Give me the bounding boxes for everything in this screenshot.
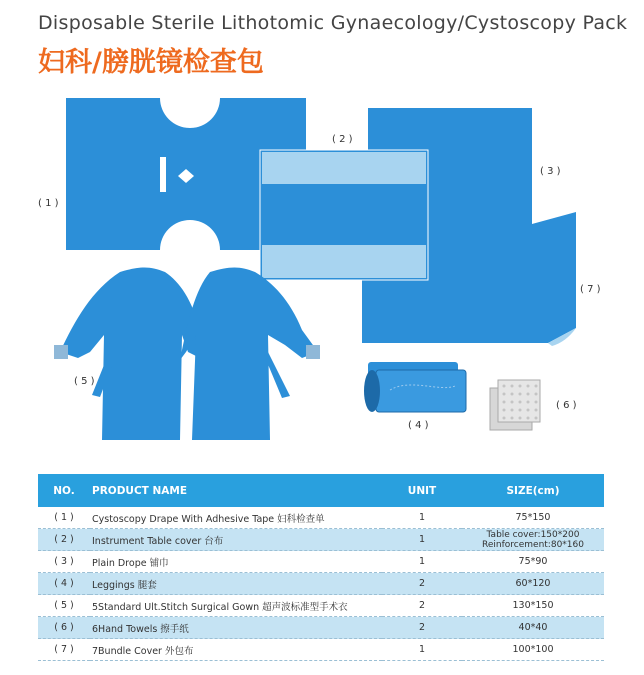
surgical-gowns-image <box>54 268 320 441</box>
row-unit: 2 <box>382 573 462 595</box>
row-unit: 2 <box>382 617 462 639</box>
label-item-5: ( 5 ) <box>74 376 95 387</box>
hand-towels-image <box>490 380 540 430</box>
row-size: 40*40 <box>462 617 604 639</box>
row-size: 130*150 <box>462 595 604 617</box>
row-unit: 1 <box>382 551 462 573</box>
title-english: Disposable Sterile Lithotomic Gynaecology/Cystoscopy Pack <box>38 12 628 34</box>
row-size: 60*120 <box>462 573 604 595</box>
table-row <box>38 529 604 551</box>
label-item-3: ( 3 ) <box>540 166 561 177</box>
row-unit: 1 <box>382 507 462 529</box>
label-item-1: ( 1 ) <box>38 198 59 209</box>
row-name: Plain Drope 铺巾 <box>90 551 382 573</box>
table-header-row <box>38 474 604 507</box>
row-no: ( 3 ) <box>38 551 90 573</box>
row-name: Instrument Table cover 台布 <box>90 529 382 551</box>
label-item-4: ( 4 ) <box>408 420 429 431</box>
table-row <box>38 639 604 661</box>
label-item-2: ( 2 ) <box>332 134 353 145</box>
header-product-name: PRODUCT NAME <box>92 484 188 497</box>
row-unit: 1 <box>382 639 462 661</box>
row-name: Leggings 腿套 <box>90 573 382 595</box>
title-chinese: 妇科/膀胱镜检查包 <box>38 47 264 78</box>
row-name: 7Bundle Cover 外包布 <box>90 639 382 661</box>
leggings-image <box>364 362 466 412</box>
label-item-6: ( 6 ) <box>556 400 577 411</box>
row-size-line-1: Table cover:150*200 <box>486 529 580 540</box>
row-no: ( 4 ) <box>38 573 90 595</box>
header-size: SIZE(cm) <box>506 484 560 497</box>
table-cover-image <box>260 150 428 280</box>
row-unit: 2 <box>382 595 462 617</box>
table-row <box>38 551 604 573</box>
table-row <box>38 595 604 617</box>
row-size: 75*90 <box>462 551 604 573</box>
row-no: ( 2 ) <box>38 529 90 551</box>
row-name: 5Standard Ult.Stitch Surgical Gown 超声波标准型手术衣 <box>90 595 382 617</box>
product-illustration <box>0 80 644 460</box>
row-no: ( 5 ) <box>38 595 90 617</box>
row-size <box>462 529 604 551</box>
table-row <box>38 507 604 529</box>
row-no: ( 7 ) <box>38 639 90 661</box>
table-row <box>38 617 604 639</box>
row-no: ( 1 ) <box>38 507 90 529</box>
table-row <box>38 573 604 595</box>
header-no: NO. <box>53 484 75 497</box>
row-size-line-2: Reinforcement:80*160 <box>482 539 584 550</box>
row-no: ( 6 ) <box>38 617 90 639</box>
row-name: Cystoscopy Drape With Adhesive Tape 妇科检查单 <box>90 507 382 529</box>
row-unit: 1 <box>382 529 462 551</box>
label-item-7: ( 7 ) <box>580 284 601 295</box>
header-unit: UNIT <box>407 484 437 497</box>
product-table <box>38 474 604 661</box>
row-name: 6Hand Towels 擦手纸 <box>90 617 382 639</box>
row-size: 100*100 <box>462 639 604 661</box>
row-size: 75*150 <box>462 507 604 529</box>
